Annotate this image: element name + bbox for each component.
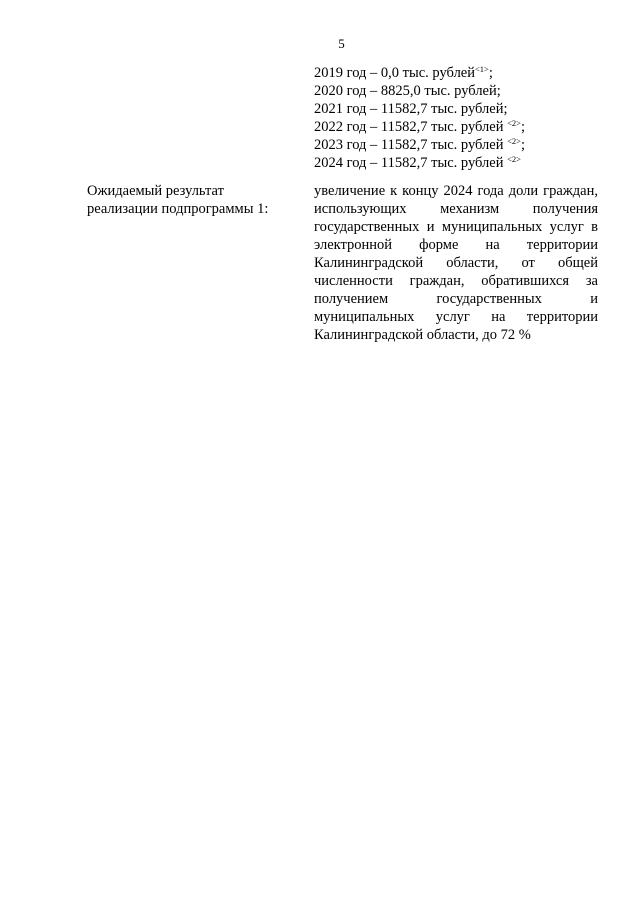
funding-line-suffix: ; [488,65,493,81]
funding-line-2022 [314,118,614,136]
funding-line-2019 [314,64,614,82]
funding-line-text: 2022 год – 11582,7 тыс. рублей [314,119,508,135]
funding-line-text: 2019 год – 0,0 тыс. рублей [314,65,476,81]
funding-line-text: 2020 год – 8825,0 тыс. рублей; [314,83,501,99]
funding-line-text: 2024 год – 11582,7 тыс. рублей [314,155,508,171]
footnote-ref: <2> [507,118,521,128]
page-number: 5 [338,36,345,51]
funding-line-suffix: ; [520,137,525,153]
funding-line-2021 [314,100,614,118]
expected-result-label: Ожидаемый результат реализации подпрограммы 1: [87,183,269,217]
funding-line-text: 2021 год – 11582,7 тыс. рублей; [314,101,508,117]
funding-line-suffix: ; [520,119,525,135]
funding-line-2020 [314,82,614,100]
footnote-ref: <2> [507,136,521,146]
expected-result-text: увеличение к концу 2024 года доли граждан, использующих механизм получения государственных и муниципальных услуг в электронной форме на территории Калининградской области, от общей численности граждан, обратившихся за получением государственных и муниципальных услуг на территории Калининградской области, до 72 % [314,183,598,343]
funding-line-text: 2023 год – 11582,7 тыс. рублей [314,137,508,153]
footnote-ref: <1> [475,64,489,74]
funding-line-2024 [314,154,614,172]
funding-line-2023 [314,136,614,154]
funding-by-year-list [314,64,614,172]
footnote-ref: <2> [507,154,521,164]
